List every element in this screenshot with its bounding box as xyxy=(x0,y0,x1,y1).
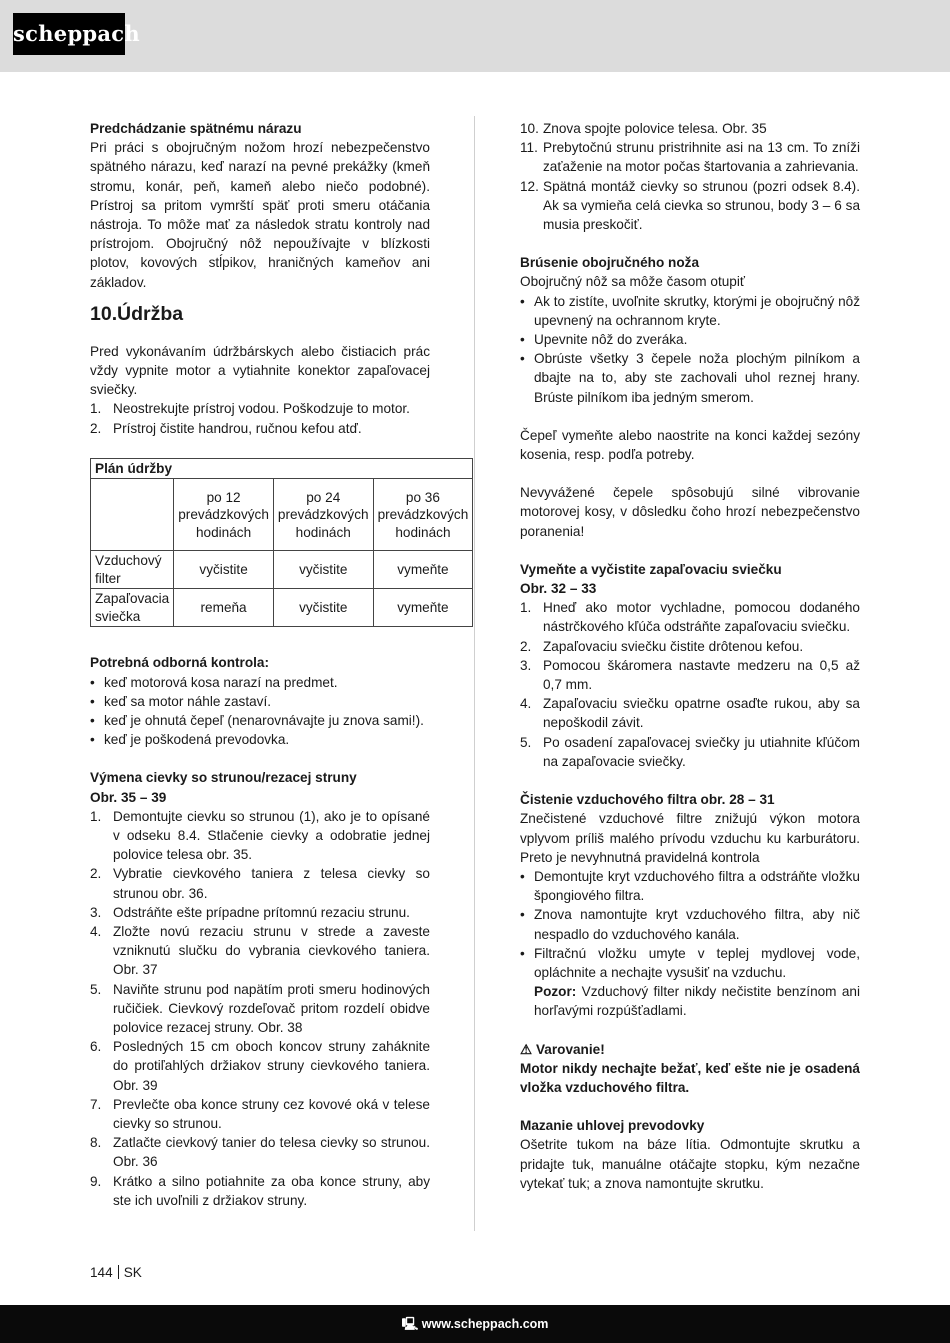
bullet-item xyxy=(520,944,860,1021)
bullet-item xyxy=(520,349,860,407)
list-text: Spätná montáž cievky so strunou (pozri odsek 8.4). Ak sa vymieňa celá cievka so strunou, body 3 – 6 sa musia preskočiť. xyxy=(543,178,860,233)
caution-label: Pozor: xyxy=(534,984,577,1000)
list-number: 2. xyxy=(90,420,102,436)
warning-title: Varovanie! xyxy=(535,1041,605,1057)
list-item xyxy=(520,694,860,732)
list-number: 5. xyxy=(90,981,102,997)
list-text: Odstráňte ešte prípadne prítomnú rezaciu strunu. xyxy=(113,904,410,920)
bullet-item xyxy=(90,673,430,692)
spool-heading: Výmena cievky so strunou/rezacej struny xyxy=(90,770,357,786)
page-number-value: 144 xyxy=(90,1265,113,1280)
list-item xyxy=(520,733,860,771)
maintenance-table xyxy=(90,458,473,628)
page-header xyxy=(0,0,950,72)
list-number: 2. xyxy=(520,638,532,654)
section-title xyxy=(90,302,430,326)
spool-list xyxy=(90,807,430,1210)
list-item xyxy=(90,980,430,1038)
list-number: 3. xyxy=(90,904,102,920)
left-column xyxy=(90,119,469,1210)
bullet-icon: • xyxy=(90,674,95,690)
list-number: 4. xyxy=(520,696,532,712)
bullet-item xyxy=(90,692,430,711)
bullet-text: Demontujte kryt vzduchového filtra a odstráňte vložku špongiového filtra. xyxy=(534,868,860,904)
list-item xyxy=(90,419,430,438)
table-cell: vyčistite xyxy=(174,551,274,589)
filter-paragraph: Znečistené vzduchové filtre znižujú výkon motora vplyvom príliš malého prívodu vzduchu ku karburátoru. Preto je nevyhnutná pravidelná kontrola xyxy=(520,811,860,865)
table-row-label: Zapaľovacia sviečka xyxy=(91,589,174,627)
bullet-item xyxy=(520,867,860,905)
bullet-icon: • xyxy=(520,868,525,884)
list-item xyxy=(90,1133,430,1171)
warning-text: Motor nikdy nechajte bežať, keď ešte nie je osadená vložka vzduchového filtra. xyxy=(520,1060,860,1095)
table-header: po 12 prevádzkových hodinách xyxy=(174,479,274,551)
footer-url[interactable]: www.scheppach.com xyxy=(421,1317,549,1331)
warning-heading xyxy=(520,1040,860,1059)
list-number: 3. xyxy=(520,657,532,673)
list-number: 1. xyxy=(520,600,532,616)
section-title-text: Údržba xyxy=(117,302,184,325)
table-cell: vymeňte xyxy=(373,589,473,627)
maintenance-intro: Pred vykonávaním údržbárskych alebo čistiacich prác vždy vypnite motor a vytiahnite konektor zapaľovacej sviečky. xyxy=(90,343,430,398)
sharpen-warning-paragraph: Nevyvážené čepele spôsobujú silné vibrovanie motorovej kosy, v dôsledku čoho hrozí nebezpečenstvo poranenia! xyxy=(520,485,860,539)
kickback-paragraph: Pri práci s obojručným nožom hrozí nebezpečenstvo spätného nárazu, keď narazí na pevné prekážky (kmeň stromu, konár, peň, kameň alebo niečo podobné). Prístroj sa pritom vymrští späť proti smeru otáčania nástroja. To môže mať za následok stratu kontroly nad prístrojom. Obojručný nôž nepoužívajte v blízkosti plotov, kovových stĺpikov, hraničných kameňov ani základov. xyxy=(90,140,430,290)
filter-list xyxy=(520,867,860,1021)
list-text: Naviňte strunu pod napätím proti smeru hodinových ručičiek. Cievkový rozdeľovač pritom rozdelí obidve polovice rezacej struny. Obr. 38 xyxy=(113,981,430,1035)
list-number: 9. xyxy=(90,1173,102,1189)
table-cell: vyčistite xyxy=(273,551,373,589)
list-text: Pomocou škáromera nastavte medzeru na 0,5 až 0,7 mm. xyxy=(543,657,860,693)
bullet-item xyxy=(90,711,430,730)
list-text: Prevlečte oba konce struny cez kovové oká v telese cievky so strunou. xyxy=(113,1096,430,1132)
bullet-icon: • xyxy=(90,693,95,709)
list-item xyxy=(520,138,860,176)
list-number: 1. xyxy=(90,401,102,417)
bullet-text: Obrúste všetky 3 čepele noža plochým pilníkom a dbajte na to, aby ste zachovali uhol reznej hrany. Brúste pilníkom iba jedným smerom. xyxy=(534,351,860,405)
sharpen-paragraph: Čepeľ vymeňte alebo naostrite na konci každej sezóny kosenia, resp. podľa potreby. xyxy=(520,427,860,463)
filter-heading: Čistenie vzduchového filtra obr. 28 – 31 xyxy=(520,792,775,808)
list-item xyxy=(90,864,430,902)
bullet-icon: • xyxy=(520,293,525,309)
sharpen-intro: Obojručný nôž sa môže časom otupiť xyxy=(520,274,745,290)
monitor-icon: 🖳 xyxy=(401,1317,419,1331)
list-number: 12. xyxy=(520,178,539,194)
table-header: po 24 prevádzkových hodinách xyxy=(273,479,373,551)
list-text: Zapaľovaciu sviečku opatrne osaďte rukou, aby sa nepoškodil závit. xyxy=(543,696,860,731)
page-number xyxy=(90,1265,142,1280)
list-text: Demontujte cievku so strunou (1), ako je to opísané v odseku 8.4. Stlačenie cievky a odobratie jednej polovice telesa obr. 35. xyxy=(113,808,430,863)
list-text: Posledných 15 cm oboch koncov struny zaháknite do protiľahlých držiakov struny cievkového taniera. Obr. 39 xyxy=(113,1039,430,1093)
inspection-heading: Potrebná odborná kontrola: xyxy=(90,655,269,671)
table-cell: remeňa xyxy=(174,589,274,627)
plug-subheading: Obr. 32 – 33 xyxy=(520,581,597,597)
right-column xyxy=(520,119,860,1193)
list-item xyxy=(520,637,860,656)
column-divider xyxy=(474,116,475,1231)
list-item xyxy=(90,807,430,865)
list-item xyxy=(520,656,860,694)
table-title: Plán údržby xyxy=(91,458,473,479)
bullet-icon: • xyxy=(90,712,95,728)
gear-heading: Mazanie uhlovej prevodovky xyxy=(520,1118,705,1134)
bullet-item xyxy=(520,292,860,330)
list-number: 8. xyxy=(90,1135,102,1151)
list-item xyxy=(90,903,430,922)
bullet-text: keď je poškodená prevodovka. xyxy=(104,732,290,748)
list-text: Prístroj čistite handrou, ručnou kefou atď. xyxy=(113,420,362,436)
bullet-text: Upevnite nôž do zveráka. xyxy=(534,332,688,348)
list-number: 7. xyxy=(90,1096,102,1112)
inspection-list xyxy=(90,673,430,750)
page-language: SK xyxy=(123,1265,142,1280)
page-footer xyxy=(0,1305,950,1343)
bullet-text: keď sa motor náhle zastaví. xyxy=(104,693,272,709)
table-cell: vyčistite xyxy=(273,589,373,627)
list-text: Vybratie cievkového taniera z telesa cievky so strunou obr. 36. xyxy=(113,866,430,901)
list-item xyxy=(90,399,430,418)
gear-paragraph: Ošetrite tukom na báze lítia. Odmontujte skrutku a pridajte tuk, manuálne otáčajte stopku, kým nezačne vytekať tuk; a znova namontujte skrutku. xyxy=(520,1137,860,1191)
list-item xyxy=(90,1095,430,1133)
bullet-text: keď motorová kosa narazí na predmet. xyxy=(104,674,338,690)
bullet-text: Filtračnú vložku umyte v teplej mydlovej vode, opláchnite a nechajte vysušiť na vzduchu. xyxy=(534,945,860,980)
bullet-item xyxy=(520,905,860,943)
bullet-item xyxy=(520,330,860,349)
sharpen-list xyxy=(520,292,860,407)
list-text: Zložte novú rezaciu strunu v strede a zaveste vzniknutú slučku do vybrania cievkového taniera. Obr. 37 xyxy=(113,923,430,978)
list-number: 5. xyxy=(520,734,532,750)
bullet-text: Znova namontujte kryt vzduchového filtra, aby nič nespadlo do vzduchového kanála. xyxy=(534,907,860,942)
table-cell: vymeňte xyxy=(373,551,473,589)
spool-list-continued xyxy=(520,119,860,234)
bullet-icon: • xyxy=(520,351,525,367)
list-item xyxy=(520,177,860,235)
bullet-icon: • xyxy=(520,907,525,923)
bullet-icon: • xyxy=(520,945,525,961)
bullet-icon: • xyxy=(90,732,95,748)
list-item xyxy=(90,1172,430,1210)
list-number: 4. xyxy=(90,923,102,939)
list-text: Krátko a silno potiahnite za oba konce struny, aby ste ich uvoľnili z držiakov struny. xyxy=(113,1173,430,1208)
table-corner xyxy=(91,479,174,551)
table-header: po 36 prevádzkových hodinách xyxy=(373,479,473,551)
list-text: Neostrekujte prístroj vodou. Poškodzuje to motor. xyxy=(113,401,410,417)
list-item xyxy=(520,598,860,636)
page-number-divider xyxy=(118,1265,119,1279)
list-number: 6. xyxy=(90,1039,102,1055)
section-number: 10. xyxy=(90,302,118,325)
list-item xyxy=(90,922,430,980)
intro-list xyxy=(90,399,430,437)
bullet-text: Ak to zistíte, uvoľnite skrutky, ktorými je obojručný nôž upevnený na ochrannom kryte. xyxy=(534,293,860,328)
warning-icon: ⚠ xyxy=(520,1041,533,1057)
list-item xyxy=(90,1037,430,1095)
list-number: 11. xyxy=(520,140,538,156)
list-number: 1. xyxy=(90,808,102,824)
plug-list xyxy=(520,598,860,771)
list-text: Po osadení zapaľovacej sviečky ju utiahnite kľúčom na zapaľovacie sviečky. xyxy=(543,734,860,769)
list-number: 2. xyxy=(90,866,102,882)
plug-heading: Vymeňte a vyčistite zapaľovaciu sviečku xyxy=(520,561,782,577)
caution-text: Vzduchový filter nikdy nečistite benzínom ani horľavými rozpúšťadlami. xyxy=(534,984,860,1019)
table-row-label: Vzduchový filter xyxy=(91,551,174,589)
spool-subheading: Obr. 35 – 39 xyxy=(90,789,167,805)
bullet-icon: • xyxy=(520,332,525,348)
list-text: Prebytočnú strunu pristrihnite asi na 13 cm. To zníži zaťaženie na motor počas štartovania a zahrievania. xyxy=(543,140,860,175)
list-text: Zapaľovaciu sviečku čistite drôtenou kefou. xyxy=(543,638,804,654)
bullet-item xyxy=(90,730,430,749)
list-item xyxy=(520,119,860,138)
sharpen-heading: Brúsenie obojručného noža xyxy=(520,255,700,271)
kickback-heading: Predchádzanie spätnému nárazu xyxy=(90,121,302,136)
scheppach-logo: scheppach xyxy=(13,13,125,55)
list-text: Znova spojte polovice telesa. Obr. 35 xyxy=(543,121,767,136)
list-text: Hneď ako motor vychladne, pomocou dodaného nástrčkového kľúča odstráňte zapaľovaciu sviečku. xyxy=(543,600,860,635)
list-number: 10. xyxy=(520,121,539,136)
bullet-text: keď je ohnutá čepeľ (nenarovnávajte ju znova sami!). xyxy=(104,712,424,728)
list-text: Zatlačte cievkový tanier do telesa cievky so strunou. Obr. 36 xyxy=(113,1135,430,1170)
